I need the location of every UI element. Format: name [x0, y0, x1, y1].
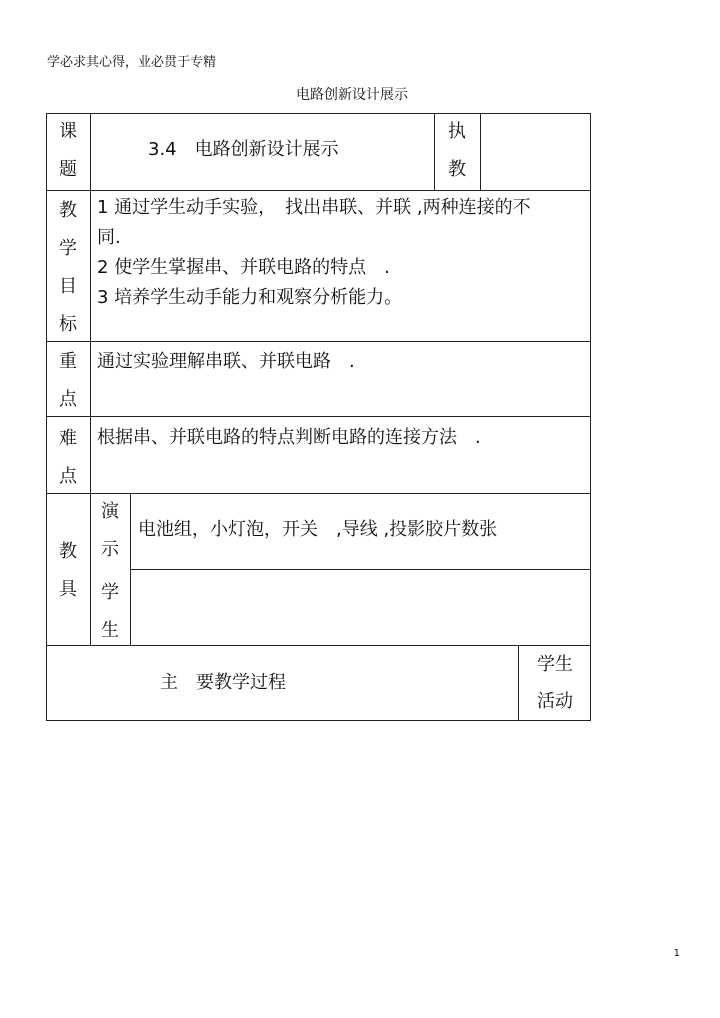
goal-line-3: 2 使学生掌握串、并联电路的特点 .: [97, 257, 390, 278]
difficulty-label-1: 难: [59, 428, 77, 449]
key-point: 通过实验理解串联、并联电路 .: [97, 351, 355, 372]
goals-label-2: 学: [59, 238, 77, 259]
header-note: 学必求其心得，业必贯于专精: [47, 55, 217, 70]
lesson-title: 3.4 电路创新设计展示: [148, 139, 339, 160]
key-label-1: 重: [59, 351, 77, 372]
goal-line-4: 3 培养学生动手能力和观察分析能力。: [97, 287, 403, 308]
demo-label-2: 示: [101, 539, 119, 560]
goal-line-2: 同.: [97, 227, 121, 248]
document-title: 电路创新设计展示: [296, 87, 408, 103]
teacher-label-2: 教: [448, 159, 466, 180]
key-label-2: 点: [59, 389, 77, 410]
goal-line-1: 1 通过学生动手实验， 找出串联、并联 ,两种连接的不: [97, 197, 531, 218]
activity-label-2: 活动: [537, 691, 573, 712]
difficulty-point: 根据串、并联电路的特点判断电路的连接方法 .: [97, 427, 481, 448]
student-label-2: 生: [101, 620, 119, 641]
tools-label-2: 具: [59, 579, 77, 600]
demo-label-1: 演: [101, 501, 119, 522]
tools-label-1: 教: [59, 541, 77, 562]
lesson-label-1: 课: [59, 121, 77, 142]
goals-label-4: 标: [59, 314, 77, 335]
student-label-1: 学: [101, 582, 119, 603]
teacher-label-1: 执: [448, 121, 466, 142]
goals-label-3: 目: [59, 276, 77, 297]
difficulty-label-2: 点: [59, 466, 77, 487]
lesson-label-2: 题: [59, 159, 77, 180]
goals-label-1: 教: [59, 200, 77, 221]
process-label: 主 要教学过程: [160, 672, 286, 693]
page-number: 1: [673, 948, 680, 959]
activity-label-1: 学生: [537, 654, 573, 675]
demo-equipment: 电池组，小灯泡，开关 ,导线 ,投影胶片数张: [138, 519, 498, 540]
